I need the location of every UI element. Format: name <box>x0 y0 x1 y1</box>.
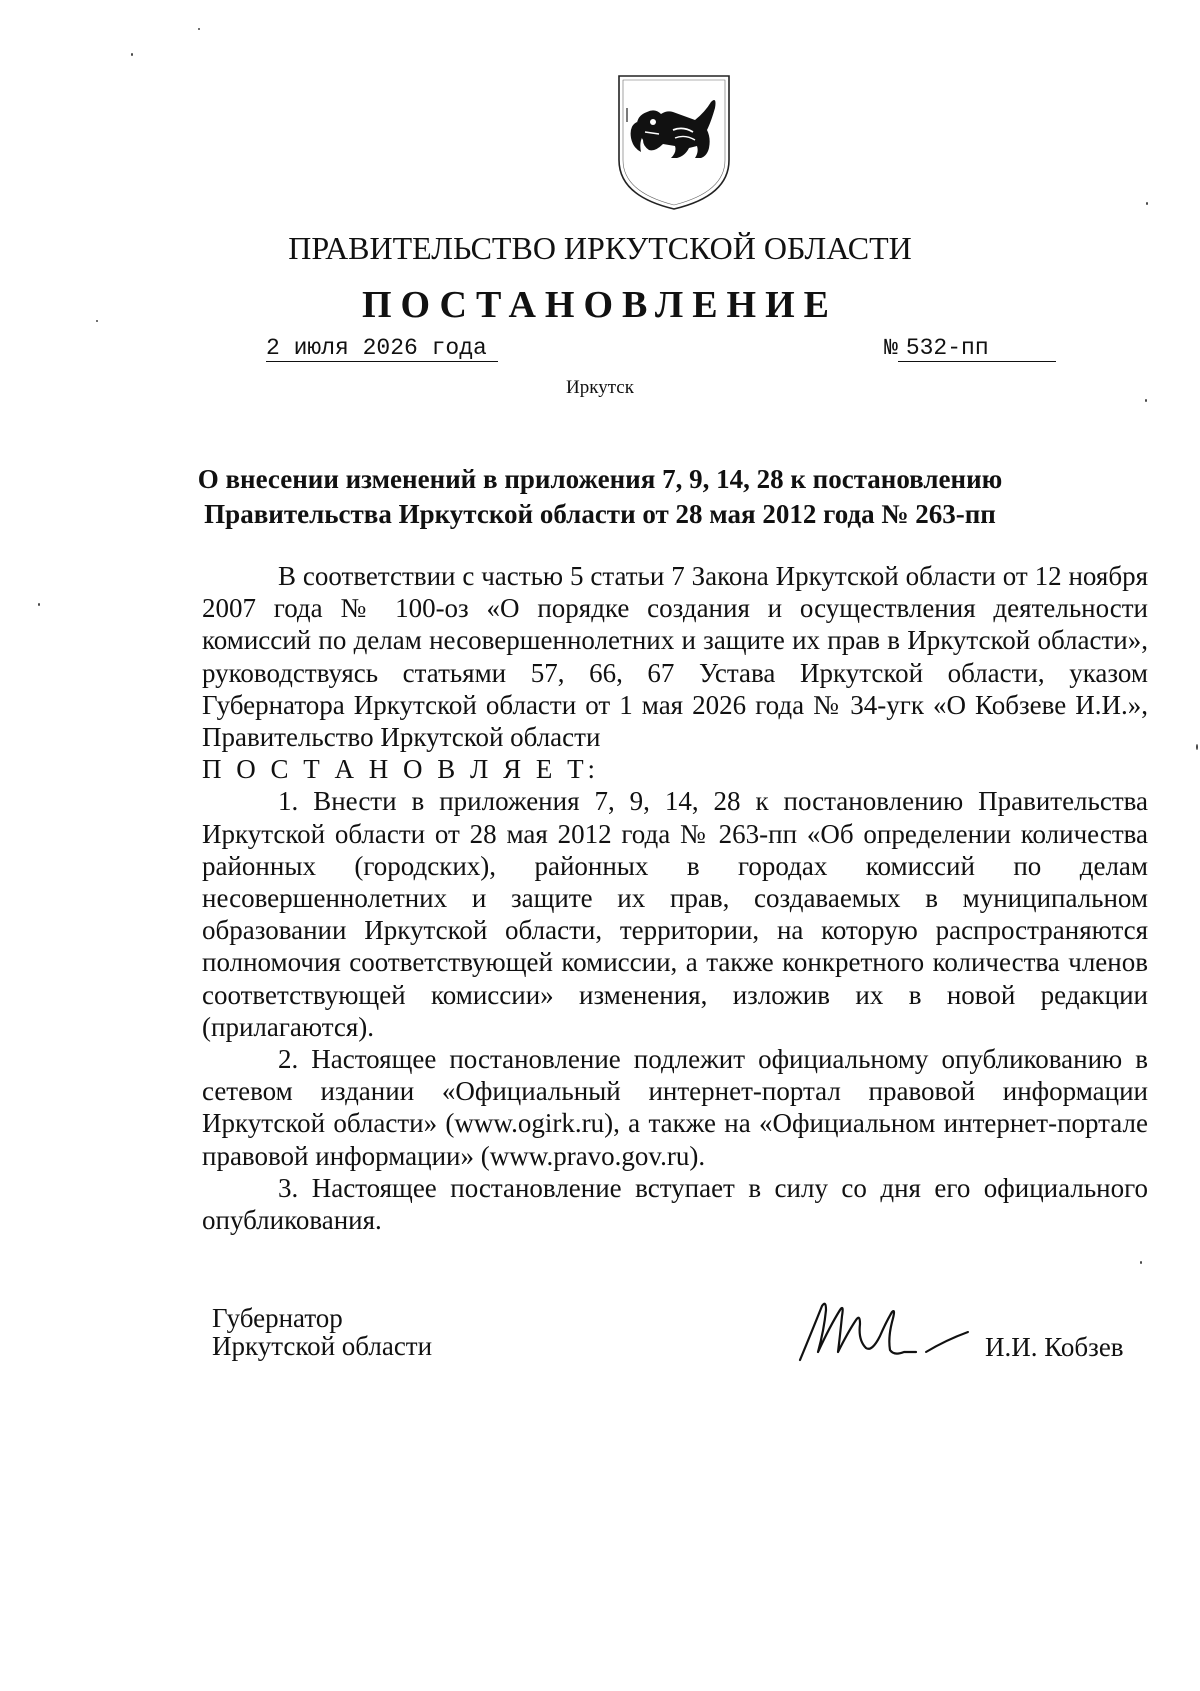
item-1-paragraph: 1. Внести в приложения 7, 9, 14, 28 к постановлению Правительства Иркутской области от 28 мая 2012 года № 263-пп «Об определении количества районных (городских), районных в городах комиссий по делам несовершеннолетних и защите их прав, создаваемых в муниципальном образовании Иркутской области, территории, на которую распространяются полномочия соответствующей комиссии, а также конкретного количества членов соответствующей комиссии» изменения, изложив их в новой редакции (прилагаются). <box>202 786 1148 1042</box>
document-number <box>884 335 1072 362</box>
subject-line-1: О внесении изменений в приложения 7, 9, 14, 28 к постановлению <box>197 464 1003 494</box>
item-2-paragraph: 2. Настоящее постановление подлежит официальному опубликованию в сетевом издании «Официальный интернет-портал правовой информации Иркутской области» (www.ogirk.ru), а также на «Официальном интернет-портале правовой информации» (www.pravo.gov.ru). <box>202 1044 1148 1171</box>
position-line-1: Губернатор <box>212 1303 343 1333</box>
scan-speck <box>96 320 98 322</box>
number-value: 532-пп <box>898 335 1056 362</box>
scan-speck <box>1146 202 1148 205</box>
city-name: Иркутск <box>566 377 634 398</box>
scan-speck <box>38 603 40 606</box>
signatory-name: И.И. Кобзев <box>985 1332 1124 1362</box>
document-body <box>202 560 1148 1236</box>
scan-speck <box>1140 1261 1142 1264</box>
scan-speck <box>1196 744 1198 750</box>
item-3-paragraph: 3. Настоящее постановление вступает в силу со дня его официального опубликования. <box>202 1172 1148 1236</box>
document-subject <box>150 462 1050 532</box>
preamble-paragraph: В соответствии с частью 5 статьи 7 Закона Иркутской области от 12 ноября 2007 года № 100-оз «О порядке создания и осуществления деятельности комиссий по делам несовершеннолетних и защите их прав в Иркутской области», руководствуясь статьями 57, 66, 67 Устава Иркутской области, указом Губернатора Иркутской области от 1 мая 2026 года № 34-угк «О Кобзеве И.И.», Правительство Иркутской области <box>202 561 1148 753</box>
scan-speck <box>198 28 200 30</box>
handwritten-signature <box>796 1296 976 1366</box>
scan-speck <box>1145 399 1147 402</box>
scan-speck <box>131 53 133 56</box>
signatory-position <box>212 1304 432 1360</box>
decree-word: П О С Т А Н О В Л Я Е Т: <box>202 754 600 785</box>
position-line-2: Иркутской области <box>212 1331 433 1361</box>
coat-of-arms-emblem <box>615 72 733 212</box>
number-sign: № <box>884 335 898 361</box>
document-type-title: ПОСТАНОВЛЕНИЕ <box>361 284 839 326</box>
subject-line-2: Правительства Иркутской области от 28 мая 2012 года № 263-пп <box>204 499 996 529</box>
document-date: 2 июля 2026 года <box>266 335 498 362</box>
government-title: ПРАВИТЕЛЬСТВО ИРКУТСКОЙ ОБЛАСТИ <box>288 230 912 266</box>
